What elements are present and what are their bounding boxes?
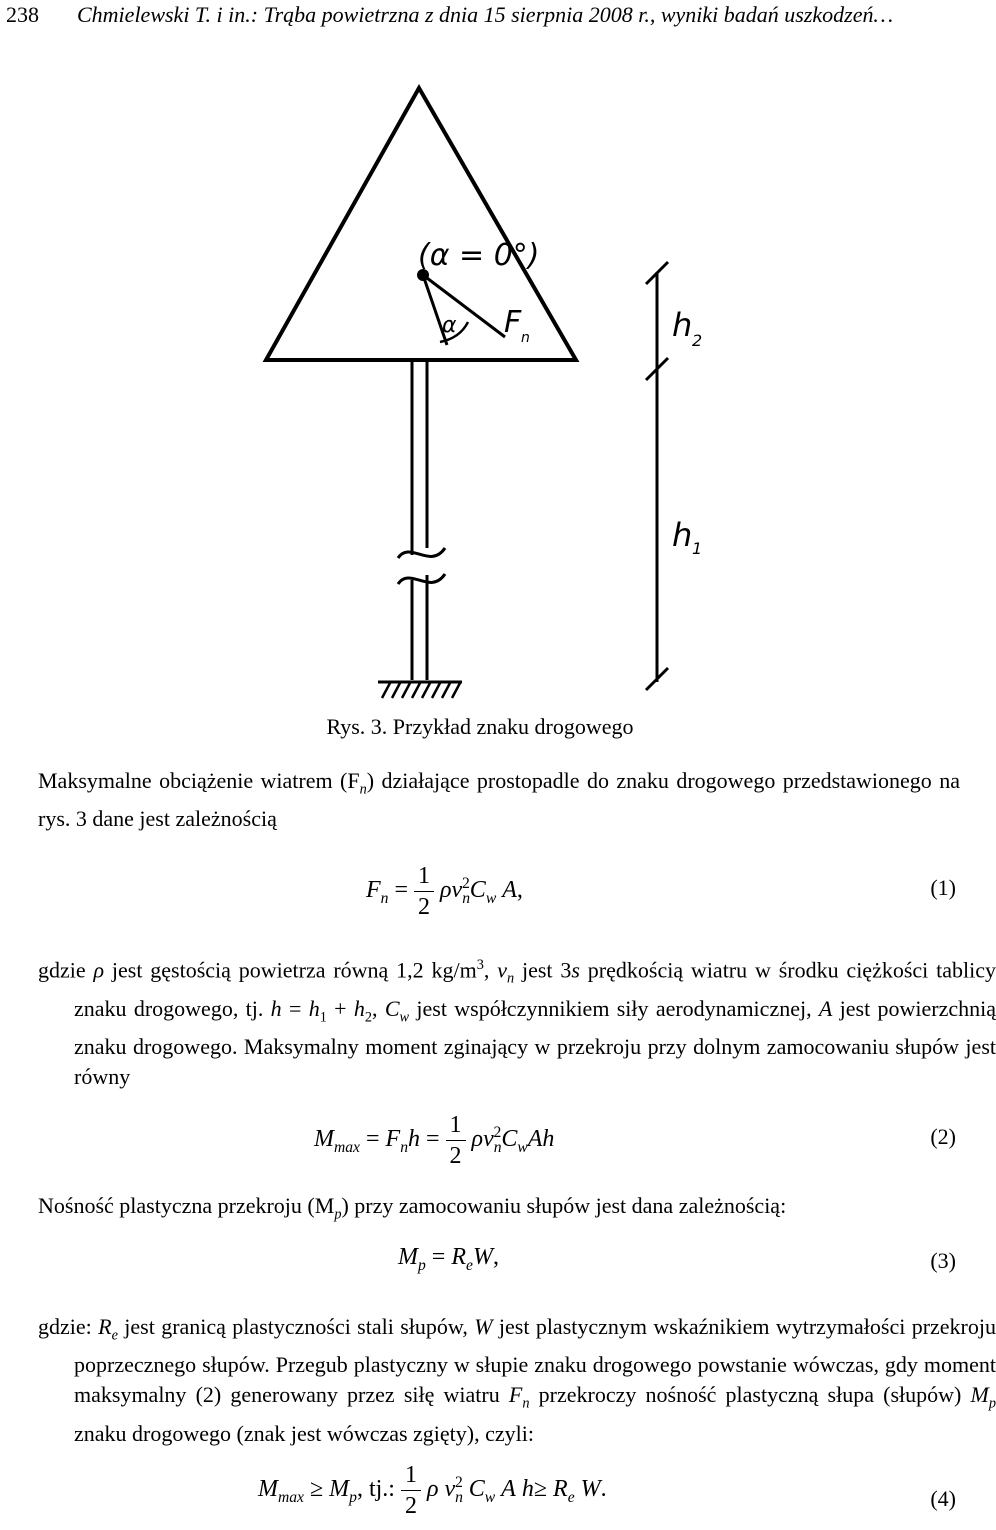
figure-caption: Rys. 3. Przykład znaku drogowego bbox=[326, 714, 634, 739]
paragraph-3: Nośność plastyczna przekroju $(M_p)$ przy zamocowaniu słupów jest dana zależnością: bbox=[38, 1193, 787, 1223]
equation-2: $M_{max} = F_nh$ = $\frac{1}{2}$ $\rho v_n^2C_wAh$ (2) bbox=[314, 1112, 956, 1169]
ground-hatch bbox=[382, 683, 460, 698]
h1-label: h bbox=[672, 516, 693, 554]
h1-sub: 1 bbox=[692, 539, 703, 558]
force-label: F bbox=[504, 305, 522, 340]
equation-3-number: (3) bbox=[930, 1248, 956, 1273]
equation-1: $F_n$ = $\frac{1}{2}$ $\rho v_n^2C_w$ A, (1) bbox=[366, 863, 956, 920]
h2-sub: 2 bbox=[692, 331, 703, 350]
equation-4-number: (4) bbox=[930, 1486, 956, 1511]
break-mark-upper bbox=[398, 548, 445, 558]
page-header bbox=[6, 2, 946, 28]
running-title: Chmielewski T. i in.: Trąba powietrzna z dnia 15 sierpnia 2008 r., wyniki badań uszkodzeń… bbox=[77, 2, 894, 27]
alpha-label: α bbox=[442, 313, 457, 338]
paragraph-2: gdzie ρ jest gęstością powietrza równą 1,2 $kg/m^3$, $v_n$ jest 3s prędkością wiatru w środku ciężkości tablicy znaku drogowego, tj. $h = h_1 + h_2$, $C_w$ jest współczynnikiem siły aerodynamicznej, A jest powierzchnią znaku drogowego. Maksymalny moment zginający w przekroju przy dolnym zamocowaniu słupów jest równy bbox=[38, 957, 996, 1090]
equation-4: $M_{max} \ge M_p$, tj.: $\frac{1}{2}$ ρ $v_n^2$ $C_w$ A $h\ge R_e$ W. (4) bbox=[258, 1462, 956, 1519]
road-sign-figure bbox=[0, 70, 960, 710]
page-number: 238 bbox=[6, 2, 39, 27]
h2-label: h bbox=[672, 306, 693, 344]
angle-label: (α = 0°) bbox=[418, 238, 540, 273]
equation-2-number: (2) bbox=[930, 1124, 956, 1149]
equation-1-number: (1) bbox=[930, 875, 956, 900]
paragraph-4: gdzie: $R_e$ jest granicą plastyczności stali słupów, W jest plastycznym wskaźnikiem wytrzymałości przekroju poprzecznego słupów. Przegub plastyczny w słupie znaku drogowego powstanie wówczas, gdy moment maksymalny (2) generowany przez siłę wiatru $F_n$ przekroczy nośność plastyczną słupa (słupów) $M_p$ znaku drogowego (znak jest wówczas zgięty), czyli: bbox=[38, 1314, 996, 1446]
equation-3: $M_p = R_eW$, (3) bbox=[398, 1244, 956, 1274]
paragraph-1: Maksymalne obciążenie wiatrem $(F_n)$ działające prostopadle do znaku drogowego przedstawionego na rys. 3 dane jest zależnością bbox=[38, 768, 960, 832]
break-mark-lower bbox=[398, 574, 445, 584]
sign-triangle bbox=[266, 88, 576, 360]
force-sub: n bbox=[521, 330, 530, 346]
